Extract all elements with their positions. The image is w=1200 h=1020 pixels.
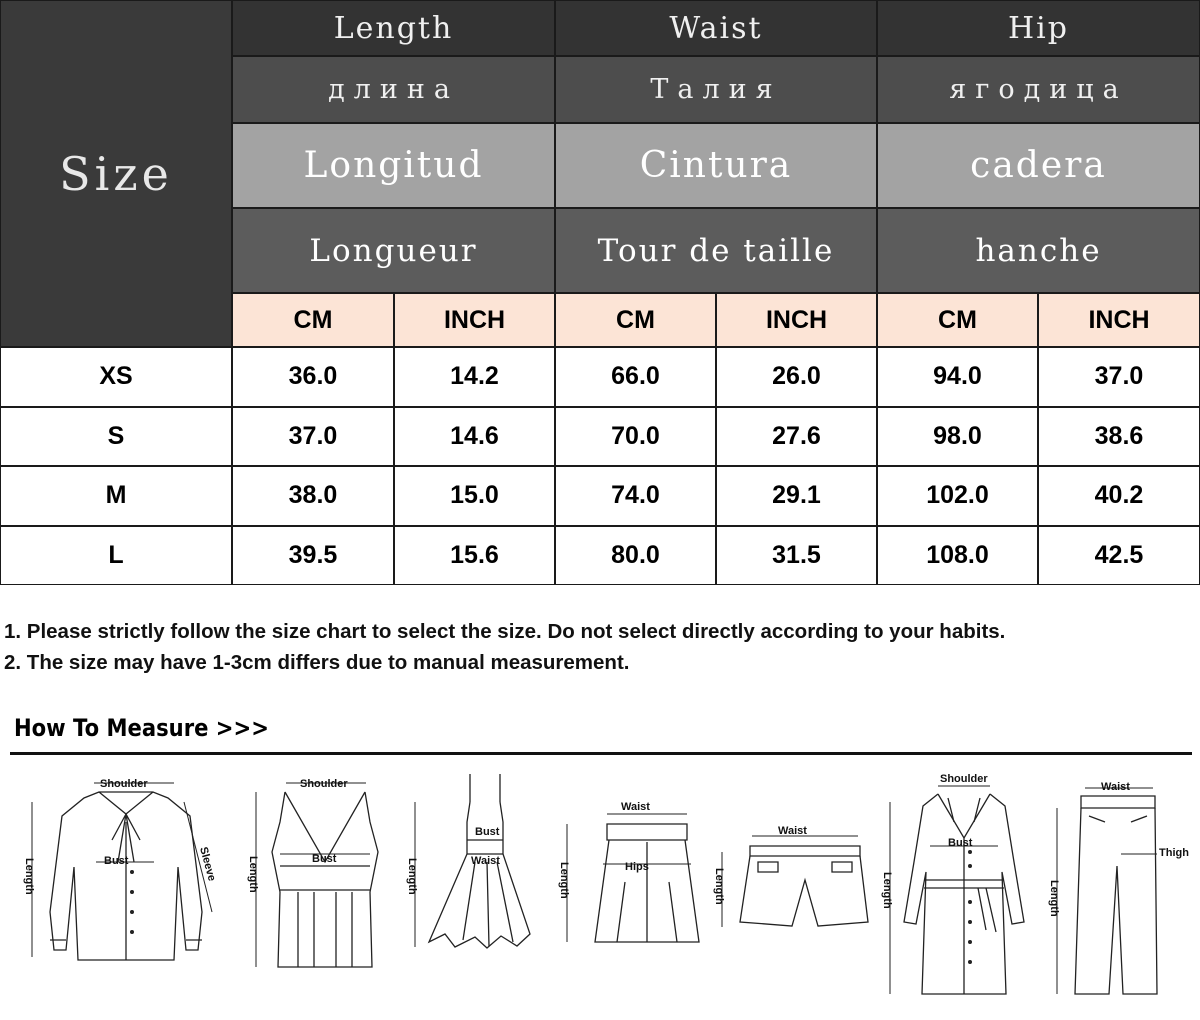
tank-top-bust-label: Bust [312, 853, 337, 865]
measurement-cell: 14.6 [394, 407, 555, 467]
skirt-waist-label: Waist [621, 801, 650, 813]
measure-header-en-0: Length [232, 0, 555, 56]
skirt-sketch [555, 762, 700, 972]
unit-header-4: CM [877, 293, 1038, 347]
pants-measure-figure [1045, 762, 1195, 1007]
measurement-cell: 80.0 [555, 526, 716, 586]
measure-header-en-1: Waist [555, 0, 877, 56]
measurement-cell: 108.0 [877, 526, 1038, 586]
measurement-cell: 14.2 [394, 347, 555, 407]
measurement-cell: 42.5 [1038, 526, 1200, 586]
measurement-cell: 37.0 [232, 407, 394, 467]
measurement-cell: 94.0 [877, 347, 1038, 407]
measurement-cell: 26.0 [716, 347, 877, 407]
measure-header-ru-1: Талия [555, 56, 877, 123]
tank-top-length-label: Length [247, 856, 259, 893]
skirt-length-label: Length [558, 862, 570, 899]
measure-header-ru-2: ягодица [877, 56, 1200, 123]
coat-dress-sketch [878, 762, 1038, 1002]
measurement-cell: 40.2 [1038, 466, 1200, 526]
blouse-sleeve-label: Sleeve [197, 845, 218, 883]
coat-dress-length-label: Length [881, 872, 893, 909]
size-label-cell: XS [0, 347, 232, 407]
unit-header-3: INCH [716, 293, 877, 347]
blouse-sketch [14, 762, 224, 972]
coat-dress-bust-label: Bust [948, 837, 973, 849]
pants-thigh-label: Thigh [1159, 847, 1189, 859]
skirt-hips-label: Hips [625, 861, 649, 873]
measure-header-fr-1: Tour de taille [555, 208, 877, 293]
unit-header-5: INCH [1038, 293, 1200, 347]
shorts-length-label: Length [713, 868, 725, 905]
blouse-bust-label: Bust [104, 855, 129, 867]
unit-header-0: CM [232, 293, 394, 347]
strap-dress-measure-figure [405, 762, 540, 977]
measurement-cell: 98.0 [877, 407, 1038, 467]
unit-header-2: CM [555, 293, 716, 347]
shorts-sketch [710, 762, 870, 972]
measurement-cell: 29.1 [716, 466, 877, 526]
measurement-cell: 38.0 [232, 466, 394, 526]
measure-header-fr-2: hanche [877, 208, 1200, 293]
blouse-measure-figure [14, 762, 224, 977]
measurement-cell: 27.6 [716, 407, 877, 467]
size-label-cell: S [0, 407, 232, 467]
measurement-cell: 31.5 [716, 526, 877, 586]
size-notes [4, 616, 1196, 678]
shorts-waist-label: Waist [778, 825, 807, 837]
section-divider [10, 752, 1192, 755]
measurement-cell: 15.0 [394, 466, 555, 526]
measurement-cell: 38.6 [1038, 407, 1200, 467]
blouse-length-label: Length [23, 858, 35, 895]
measurement-cell: 66.0 [555, 347, 716, 407]
measurement-cell: 15.6 [394, 526, 555, 586]
blouse-shoulder-label: Shoulder [100, 778, 148, 790]
unit-header-1: INCH [394, 293, 555, 347]
measure-header-es-1: Cintura [555, 123, 877, 208]
measure-header-es-0: Longitud [232, 123, 555, 208]
skirt-measure-figure [555, 762, 700, 977]
size-column-header: Size [0, 0, 232, 347]
shorts-measure-figure [710, 762, 870, 977]
measurement-cell: 74.0 [555, 466, 716, 526]
pants-waist-label: Waist [1101, 781, 1130, 793]
measure-header-ru-0: длина [232, 56, 555, 123]
strap-dress-length-label: Length [406, 858, 418, 895]
tank-top-shoulder-label: Shoulder [300, 778, 348, 790]
measurement-cell: 36.0 [232, 347, 394, 407]
measurement-cell: 39.5 [232, 526, 394, 586]
pants-sketch [1045, 762, 1195, 1002]
strap-dress-sketch [405, 762, 540, 972]
tank-top-measure-figure [240, 762, 390, 977]
size-label-cell: M [0, 466, 232, 526]
pants-length-label: Length [1048, 880, 1060, 917]
coat-dress-measure-figure [878, 762, 1038, 1007]
measurement-cell: 37.0 [1038, 347, 1200, 407]
measurement-cell: 102.0 [877, 466, 1038, 526]
size-label-cell: L [0, 526, 232, 586]
strap-dress-waist-label: Waist [471, 855, 500, 867]
strap-dress-bust-label: Bust [475, 826, 500, 838]
note-2: 2. The size may have 1-3cm differs due to manual measurement. [4, 651, 630, 674]
measure-header-es-2: cadera [877, 123, 1200, 208]
coat-dress-shoulder-label: Shoulder [940, 773, 988, 785]
tank-top-sketch [240, 762, 390, 972]
how-to-measure-title: How To Measure >>> [14, 714, 269, 742]
measure-header-fr-0: Longueur [232, 208, 555, 293]
measurement-cell: 70.0 [555, 407, 716, 467]
note-1: 1. Please strictly follow the size chart to select the size. Do not select directly according to your habits. [4, 620, 1006, 643]
measure-header-en-2: Hip [877, 0, 1200, 56]
